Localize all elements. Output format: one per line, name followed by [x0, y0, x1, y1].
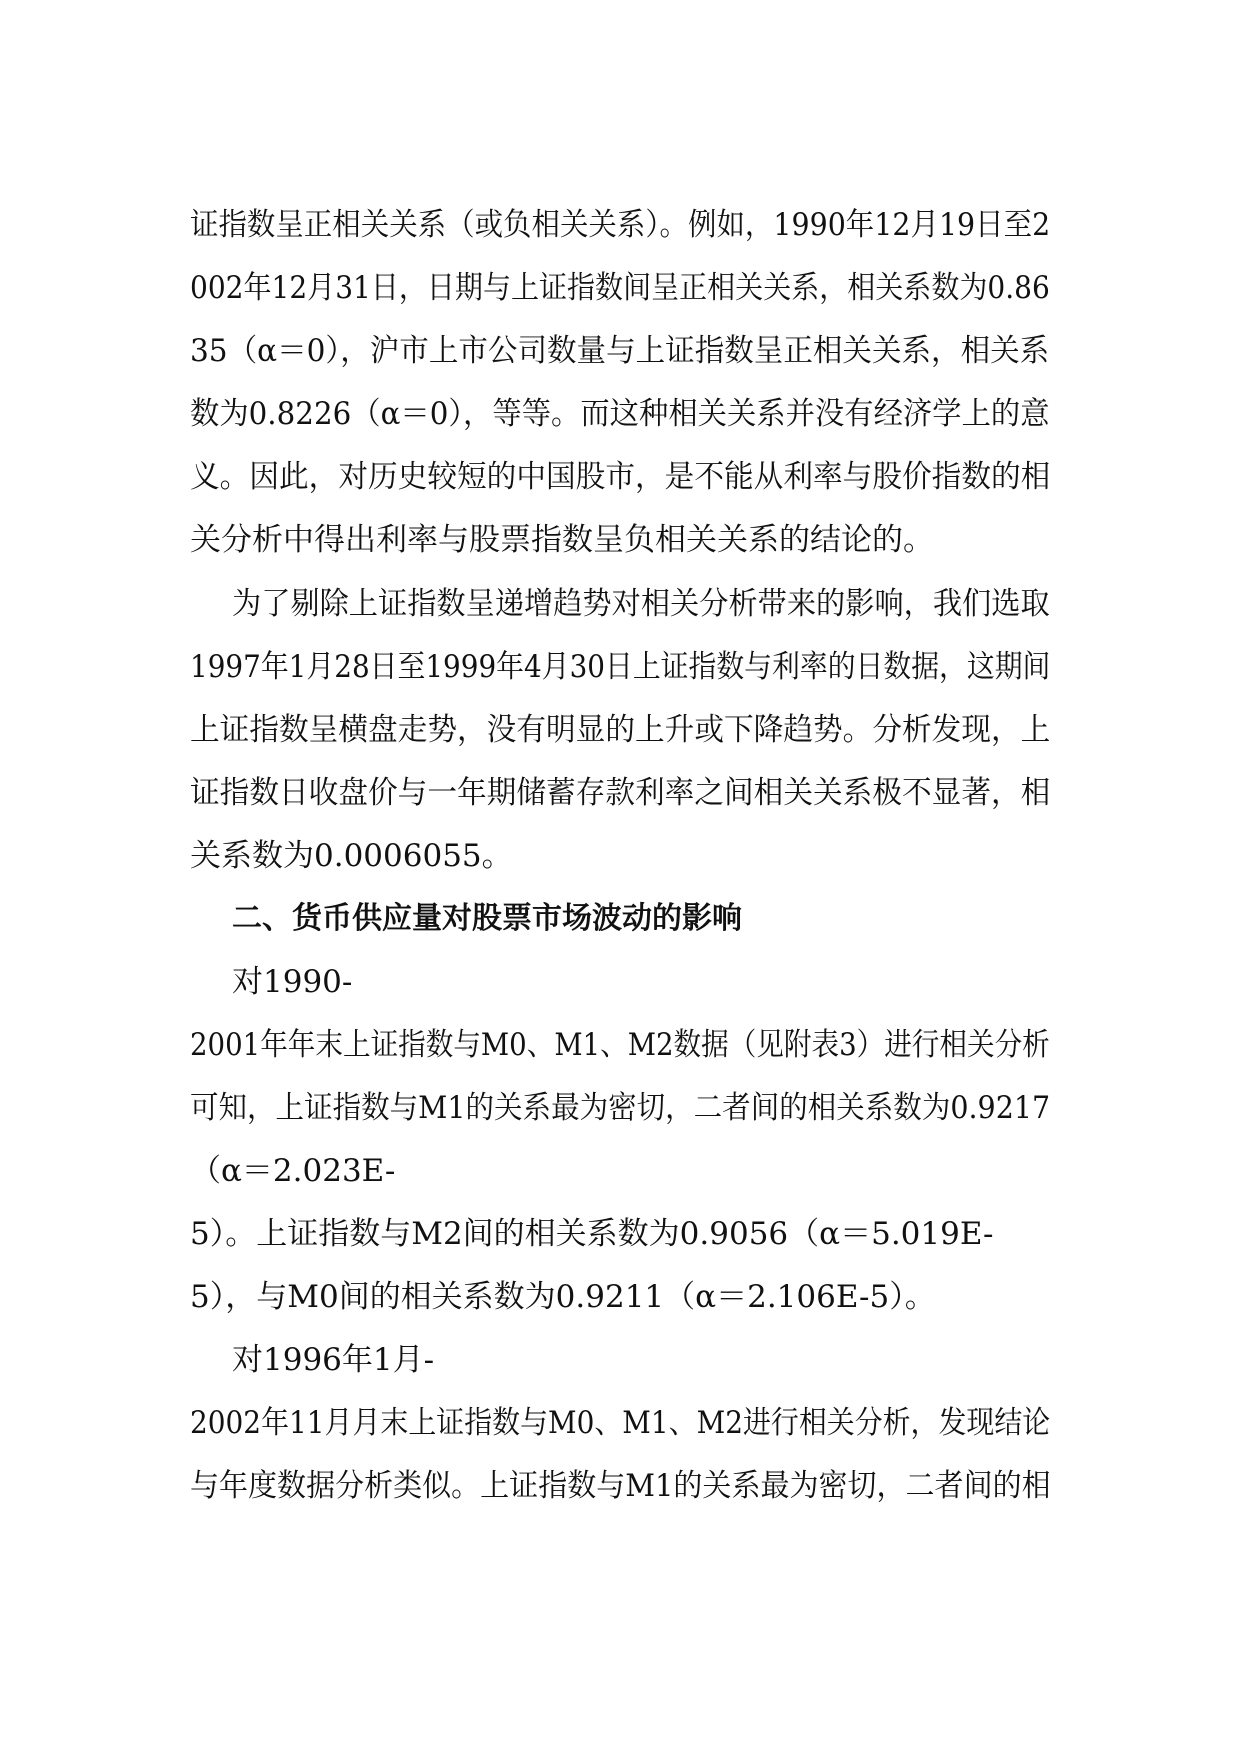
paragraph-line: 35（α＝0），沪市上市公司数量与上证指数呈正相关关系，相关系 [190, 333, 1050, 369]
paragraph-line: 5）。上证指数与M2间的相关系数为0.9056（α＝5.019E- [190, 1216, 994, 1252]
paragraph-line: 与年度数据分析类似。上证指数与M1的关系最为密切，二者间的相 [190, 1468, 1051, 1504]
paragraph-line: 上证指数呈横盘走势，没有明显的上升或下降趋势。分析发现，上 [190, 712, 1051, 748]
paragraph-line: 2001年年末上证指数与M0、M1、M2数据（见附表3）进行相关分析 [190, 1027, 1050, 1063]
paragraph-line: 数为0.8226（α＝0），等等。而这种相关关系并没有经济学上的意 [190, 396, 1050, 432]
paragraph-line: 2002年11月月末上证指数与M0、M1、M2进行相关分析，发现结论 [190, 1405, 1051, 1441]
paragraph-line: 可知，上证指数与M1的关系最为密切，二者间的相关系数为0.9217 [190, 1090, 1051, 1126]
paragraph-line: 对1990- [232, 964, 353, 1000]
paragraph-line: 证指数呈正相关关系（或负相关关系）。例如，1990年12月19日至2 [190, 207, 1051, 243]
paragraph-line: 义。因此，对历史较短的中国股市，是不能从利率与股价指数的相 [190, 459, 1051, 495]
paragraph-line: 对1996年1月- [232, 1342, 435, 1378]
paragraph-line: （α＝2.023E- [190, 1153, 396, 1189]
paragraph-line: 002年12月31日，日期与上证指数间呈正相关关系，相关系数为0.86 [190, 270, 1050, 306]
paragraph-line: 5），与M0间的相关系数为0.9211（α＝2.106E-5）。 [190, 1279, 936, 1315]
paragraph-line: 1997年1月28日至1999年4月30日上证指数与利率的日数据，这期间 [190, 649, 1051, 685]
paragraph-line: 证指数日收盘价与一年期储蓄存款利率之间相关关系极不显著，相 [190, 775, 1051, 811]
paragraph-line: 为了剔除上证指数呈递增趋势对相关分析带来的影响，我们选取 [232, 586, 1050, 622]
paragraph-line: 关分析中得出利率与股票指数呈负相关关系的结论的。 [190, 522, 934, 558]
section-heading: 二、货币供应量对股票市场波动的影响 [232, 901, 742, 936]
paragraph-line: 关系数为0.0006055。 [190, 838, 513, 874]
